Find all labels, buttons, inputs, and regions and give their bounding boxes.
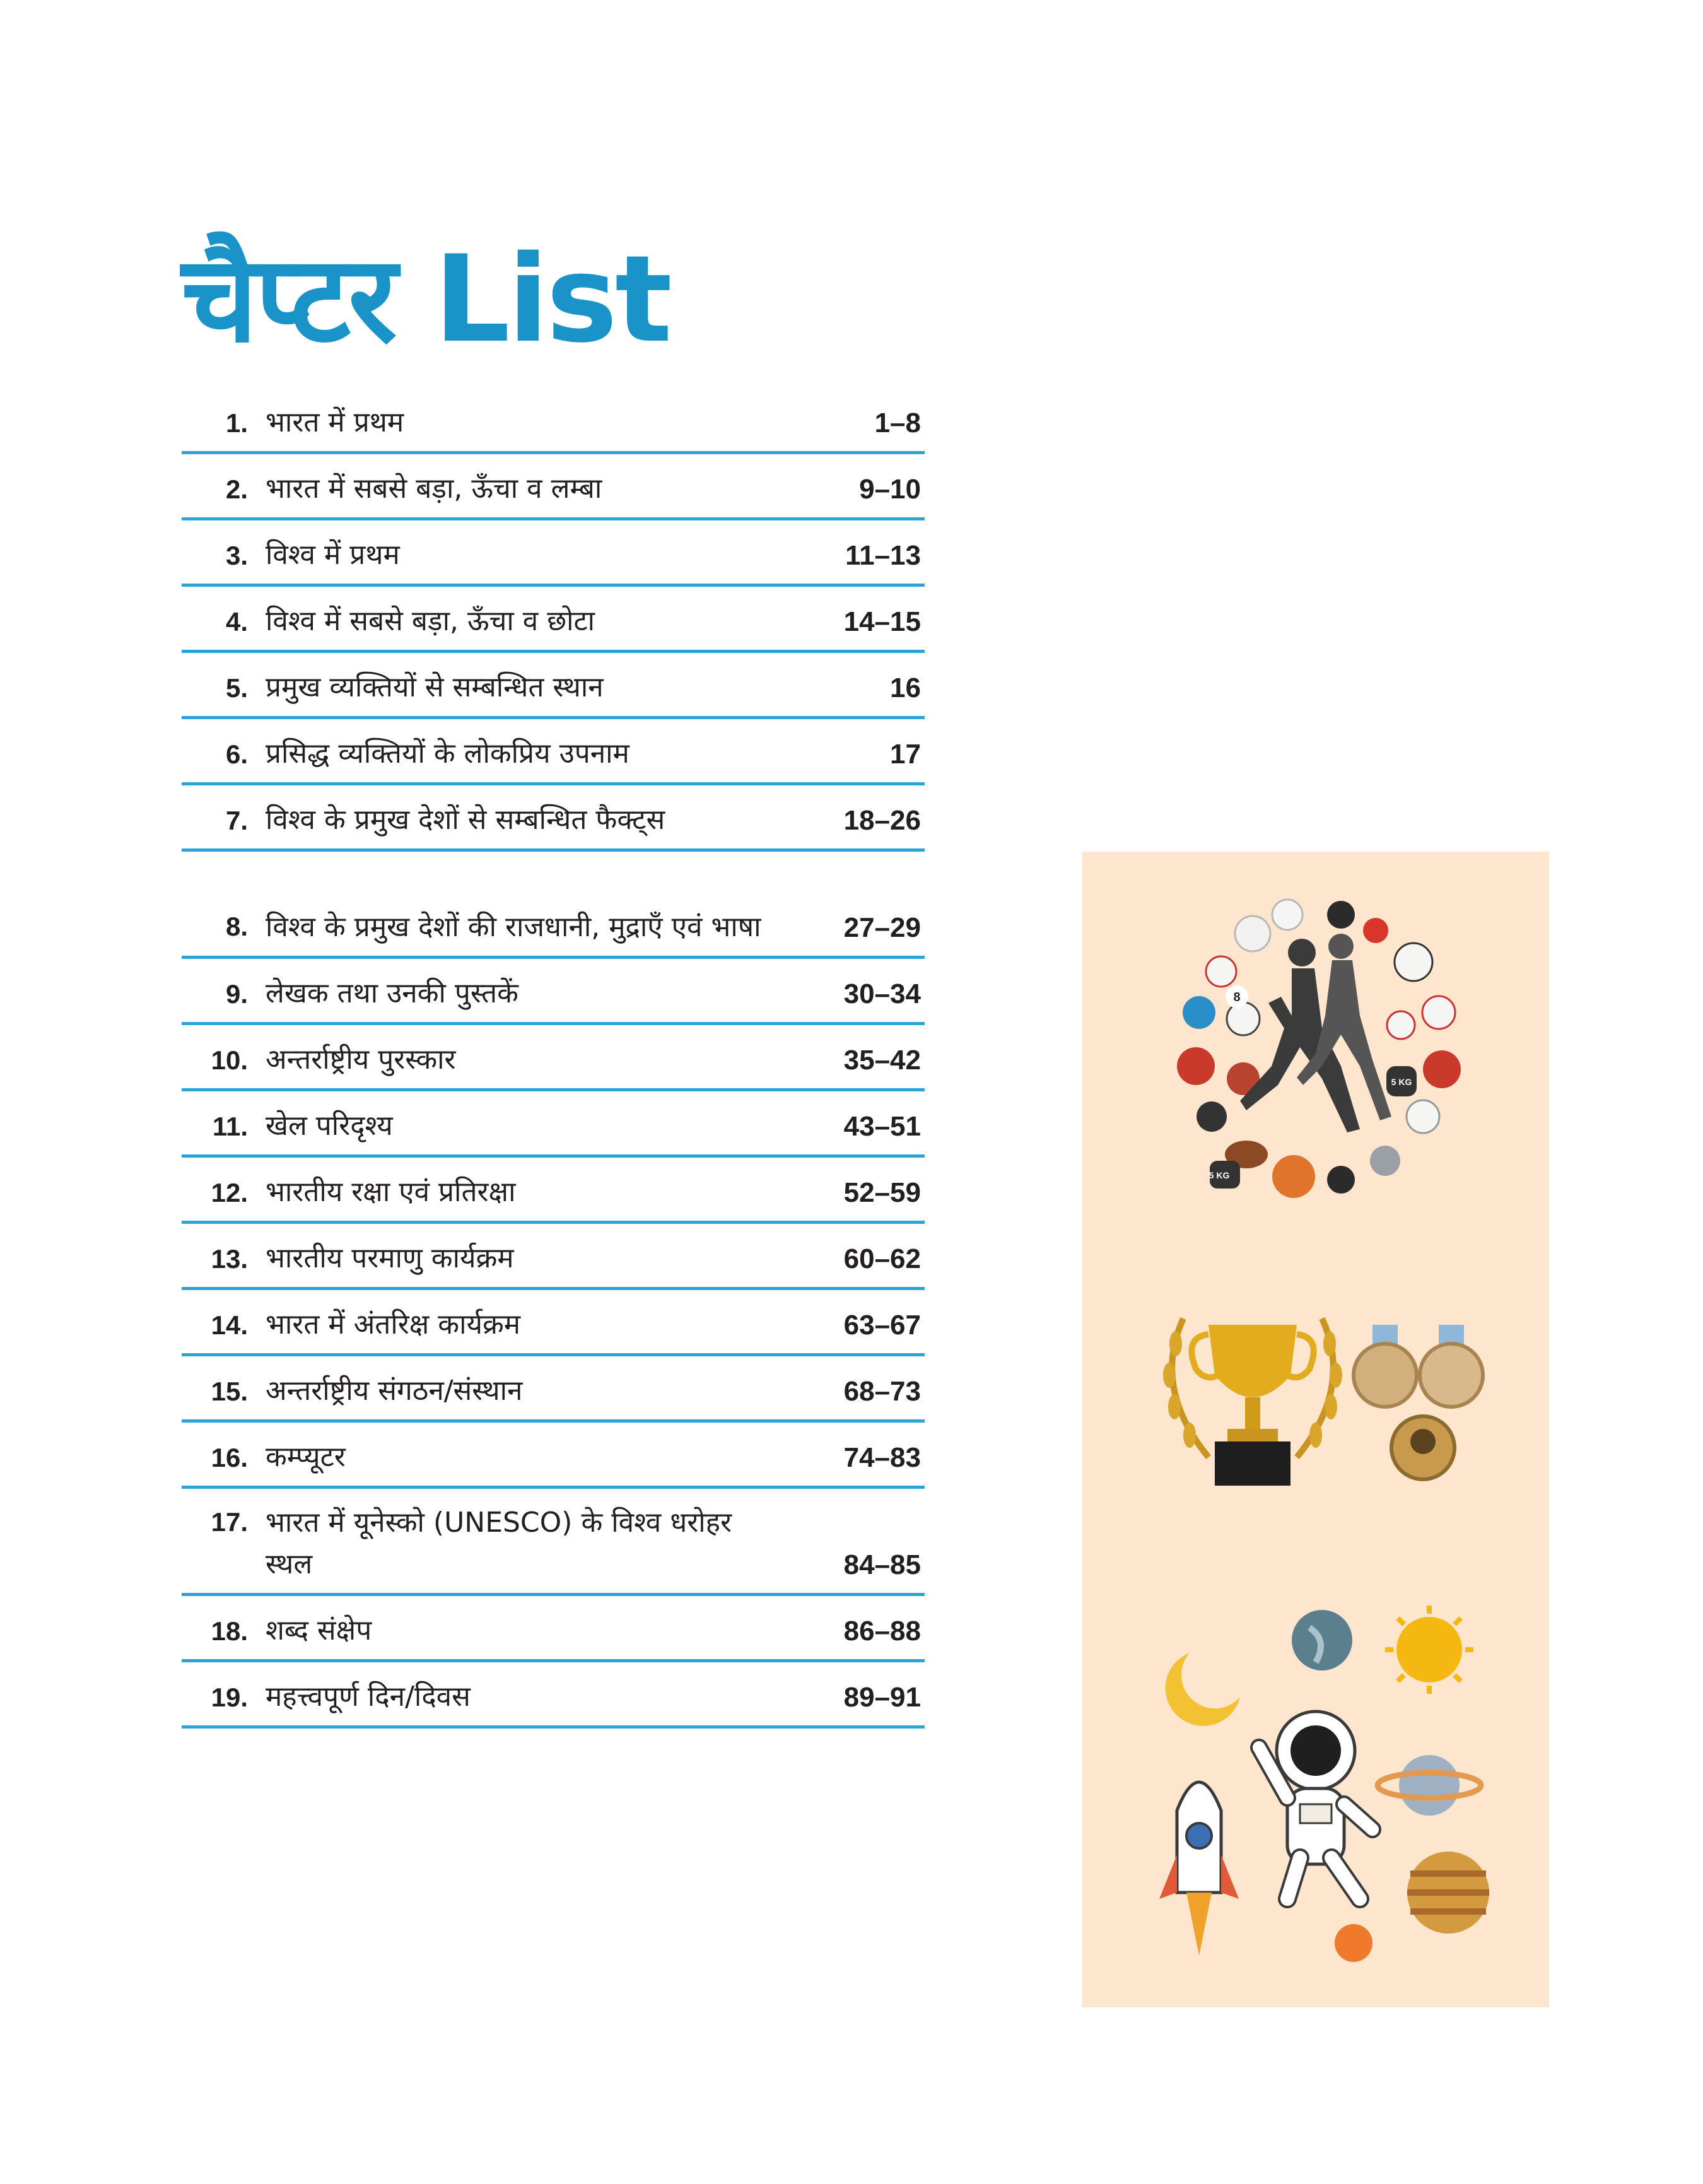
chapter-title: विश्व में सबसे बड़ा, ऊँचा व छोटा bbox=[266, 605, 595, 637]
chapter-row[interactable] bbox=[182, 1662, 925, 1729]
chapter-row[interactable] bbox=[182, 1224, 925, 1290]
chapter-number: 10. bbox=[211, 1045, 248, 1075]
chapter-title: विश्व के प्रमुख देशों की राजधानी, मुद्राएँ एवं भाषा bbox=[266, 911, 761, 943]
chapter-number: 2. bbox=[225, 474, 248, 504]
chapter-title: कम्प्यूटर bbox=[266, 1441, 346, 1473]
chapter-number: 1. bbox=[225, 408, 248, 438]
chapter-title: अन्तर्राष्ट्रीय पुरस्कार bbox=[266, 1043, 456, 1076]
billiard-ball-label: 8 bbox=[1233, 990, 1241, 1004]
chapter-row[interactable] bbox=[182, 1091, 925, 1158]
chapter-row[interactable] bbox=[182, 852, 925, 959]
chapter-title: भारत में यूनेस्को (UNESCO) के विश्व धरोहर स्थल bbox=[266, 1506, 732, 1580]
chapter-title: विश्व में प्रथम bbox=[266, 539, 400, 571]
chapter-row[interactable] bbox=[182, 785, 925, 852]
chapter-list bbox=[182, 388, 925, 1729]
chapter-pages: 63–67 bbox=[843, 1310, 921, 1341]
sports-collage-icon bbox=[1152, 877, 1480, 1218]
chapter-pages: 35–42 bbox=[843, 1045, 921, 1076]
chapter-number: 17. bbox=[211, 1507, 248, 1537]
chapter-number: 19. bbox=[211, 1682, 248, 1712]
chapter-number: 13. bbox=[211, 1244, 248, 1274]
illustration-panel bbox=[1082, 852, 1549, 2007]
chapter-title: शब्द संक्षेप bbox=[266, 1614, 372, 1647]
chapter-pages: 27–29 bbox=[843, 912, 921, 943]
chapter-number: 11. bbox=[212, 1112, 248, 1141]
chapter-row[interactable] bbox=[182, 1489, 925, 1596]
chapter-pages: 1–8 bbox=[874, 408, 921, 438]
chapter-pages: 43–51 bbox=[843, 1111, 921, 1142]
space-scene-icon bbox=[1152, 1602, 1492, 1981]
chapter-number: 8. bbox=[225, 912, 248, 941]
chapter-title: महत्त्वपूर्ण दिन/दिवस bbox=[266, 1681, 471, 1713]
chapter-number: 4. bbox=[225, 607, 248, 637]
chapter-number: 5. bbox=[225, 673, 248, 703]
chapter-row[interactable] bbox=[182, 653, 925, 719]
chapter-number: 16. bbox=[211, 1443, 248, 1472]
chapter-title: लेखक तथा उनकी पुस्तकें bbox=[266, 977, 518, 1009]
chapter-row[interactable] bbox=[182, 1356, 925, 1423]
chapter-number: 6. bbox=[225, 739, 248, 769]
chapter-number: 15. bbox=[211, 1377, 248, 1406]
chapter-title: भारतीय रक्षा एवं प्रतिरक्षा bbox=[266, 1176, 516, 1208]
chapter-title: अन्तर्राष्ट्रीय संगठन/संस्थान bbox=[266, 1375, 523, 1407]
chapter-row[interactable] bbox=[182, 1025, 925, 1091]
chapter-row[interactable] bbox=[182, 1158, 925, 1224]
chapter-number: 9. bbox=[225, 979, 248, 1009]
chapter-row[interactable] bbox=[182, 959, 925, 1025]
chapter-title: भारतीय परमाणु कार्यक्रम bbox=[266, 1242, 514, 1274]
chapter-row[interactable] bbox=[182, 520, 925, 587]
chapter-pages: 11–13 bbox=[845, 540, 921, 571]
chapter-number: 12. bbox=[211, 1178, 248, 1207]
trophy-icon bbox=[1139, 1281, 1492, 1508]
chapter-row[interactable] bbox=[182, 719, 925, 785]
chapter-number: 18. bbox=[211, 1616, 248, 1646]
kettlebell-label: 5 KG bbox=[1208, 1170, 1230, 1180]
chapter-pages: 9–10 bbox=[859, 474, 921, 505]
chapter-pages: 17 bbox=[890, 739, 921, 770]
chapter-title: भारत में अंतरिक्ष कार्यक्रम bbox=[266, 1308, 521, 1341]
chapter-pages: 89–91 bbox=[843, 1682, 921, 1713]
chapter-title: खेल परिदृश्य bbox=[266, 1110, 393, 1142]
chapter-pages: 68–73 bbox=[843, 1376, 921, 1407]
chapter-pages: 14–15 bbox=[843, 606, 921, 637]
chapter-row[interactable] bbox=[182, 1423, 925, 1489]
chapter-pages: 52–59 bbox=[843, 1177, 921, 1208]
chapter-pages: 86–88 bbox=[843, 1616, 921, 1647]
chapter-row[interactable] bbox=[182, 1290, 925, 1356]
chapter-title: भारत में प्रथम bbox=[266, 406, 404, 438]
chapter-title: प्रसिद्ध व्यक्तियों के लोकप्रिय उपनाम bbox=[266, 737, 629, 770]
chapter-pages: 60–62 bbox=[843, 1243, 921, 1274]
chapter-row[interactable] bbox=[182, 587, 925, 653]
chapter-title: प्रमुख व्यक्तियों से सम्बन्धित स्थान bbox=[266, 671, 604, 703]
kettlebell-label: 5 KG bbox=[1391, 1077, 1412, 1087]
chapter-number: 7. bbox=[225, 806, 248, 835]
chapter-row[interactable] bbox=[182, 388, 925, 454]
chapter-pages: 30–34 bbox=[843, 978, 921, 1009]
chapter-pages: 16 bbox=[890, 672, 921, 703]
chapter-row[interactable] bbox=[182, 454, 925, 520]
chapter-row[interactable] bbox=[182, 1596, 925, 1662]
chapter-title: विश्व के प्रमुख देशों से सम्बन्धित फैक्ट्स bbox=[266, 804, 665, 836]
chapter-number: 14. bbox=[211, 1310, 248, 1340]
chapter-pages: 74–83 bbox=[843, 1442, 921, 1473]
page-title: चैप्टर List bbox=[182, 230, 670, 369]
chapter-number: 3. bbox=[225, 541, 248, 570]
chapter-pages: 18–26 bbox=[843, 805, 921, 836]
chapter-pages: 84–85 bbox=[843, 1549, 921, 1580]
chapter-title: भारत में सबसे बड़ा, ऊँचा व लम्बा bbox=[266, 473, 602, 505]
